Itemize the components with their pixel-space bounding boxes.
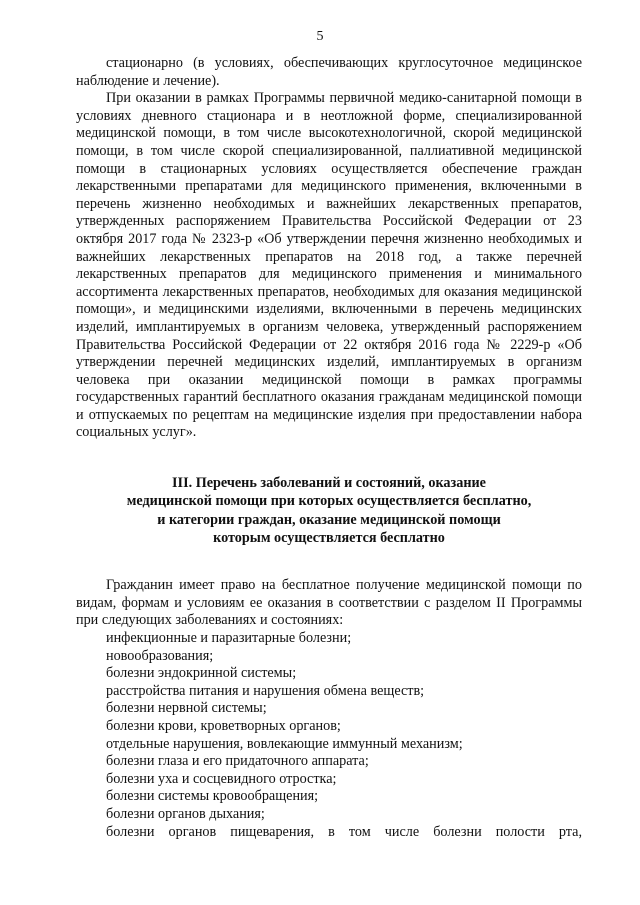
section-heading-line: и категории граждан, оказание медицинской помощи xyxy=(157,511,501,528)
paragraph-intro: Гражданин имеет право на бесплатное получение медицинской помощи по видам, формам и условиям ее оказания в соответствии с разделом II Программы при следующих заболеваниях и состояниях: xyxy=(76,577,582,629)
list-item: болезни нервной системы; xyxy=(106,700,267,717)
list-item: инфекционные и паразитарные болезни; xyxy=(106,630,352,647)
list-item: расстройства питания и нарушения обмена веществ; xyxy=(106,682,425,699)
page-content xyxy=(76,55,582,841)
list-item: болезни глаза и его придаточного аппарата; xyxy=(106,753,369,770)
section-heading-line: которым осуществляется бесплатно xyxy=(213,529,445,546)
section-heading xyxy=(76,474,582,547)
list-item: новообразования; xyxy=(106,647,214,664)
paragraph-continuation: стационарно (в условиях, обеспечивающих круглосуточное медицинское наблюдение и лечение). xyxy=(76,55,582,89)
list-item: болезни крови, кроветворных органов; xyxy=(106,718,341,734)
paragraph-medication-provision: При оказании в рамках Программы первичной медико-санитарной помощи в условиях дневного стационара и в неотложной форме, специализированной медицинской помощи, в том числе высокотехнологичной, скорой медицинской помощи, в том числе скорой специализированной, паллиативной медицинской помощи в стационарных условиях осуществляется обеспечение граждан лекарственными препаратами для медицинского применения, включенными в перечень жизненно необходимых и важнейших лекарственных препаратов, утвержденных распоряжением Правительства Российской Федерации от 23 октября 2017 года № 2323-р «Об утверждении перечня жизненно необходимых и важнейших лекарственных препаратов на 2018 год, а также перечней лекарственных препаратов для медицинского применения и минимального ассортимента лекарственных препаратов, необходимых для оказания медицинской помощи», и медицинскими изделиями, включенными в перечень медицинских изделий, имплантируемых в организм человека, утвержденный распоряжением Правительства Российской Федерации от 22 октября 2016 года № 2229-р «Об утверждении перечней медицинских изделий, имплантируемых в организм человека при оказании медицинской помощи в рамках программы государственных гарантий бесплатного оказания гражданам медицинской помощи и отпускаемых по рецептам на медицинские изделия при предоставлении набора социальных услуг». xyxy=(76,90,582,441)
list-item: болезни системы кровообращения; xyxy=(106,788,319,805)
page-number: 5 xyxy=(316,29,324,44)
list-item: болезни уха и сосцевидного отростка; xyxy=(106,770,337,787)
conditions-list xyxy=(76,630,582,841)
section-heading-line: III. Перечень заболеваний и состояний, оказание xyxy=(172,475,486,492)
section-heading-line: медицинской помощи при которых осуществляется бесплатно, xyxy=(126,493,532,510)
list-item: болезни органов дыхания; xyxy=(106,805,265,822)
list-item: отдельные нарушения, вовлекающие иммунный механизм; xyxy=(106,735,463,752)
list-item: болезни эндокринной системы; xyxy=(106,665,297,682)
list-item: болезни органов пищеварения, в том числе болезни полости рта, xyxy=(106,823,582,840)
